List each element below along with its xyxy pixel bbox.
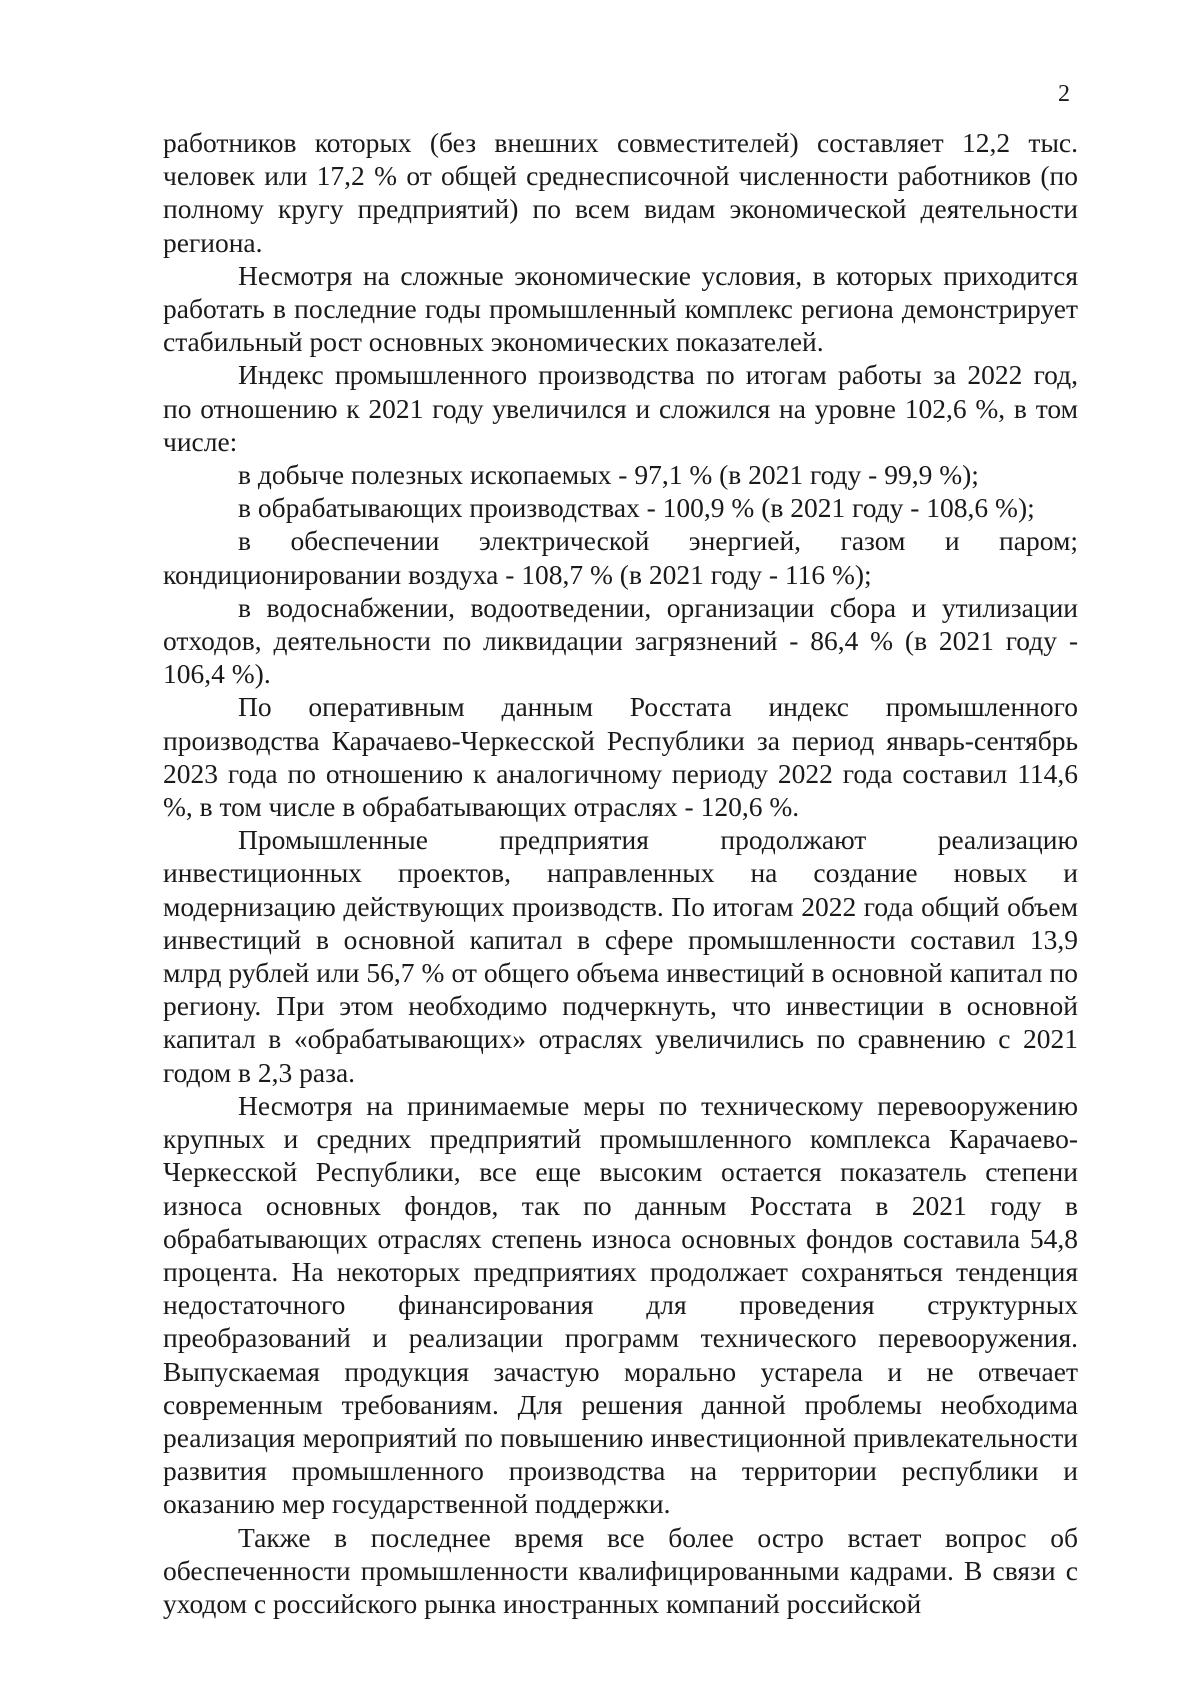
- list-item-manufacturing: в обрабатывающих производствах - 100,9 % (в 2021 году - 108,6 %);: [238, 492, 1035, 524]
- document-body: [163, 126, 1078, 1620]
- paragraph-workforce-share: работников которых (без внешних совместителей) составляет 12,2 тыс. человек или 17,2 % от общей среднесписочной численности работников (по полному кругу предприятий) по всем видам экономической деятельности региона.: [163, 127, 1078, 258]
- list-item-energy-supply: в обеспечении электрической энергией, газом и паром; кондиционировании воздуха - 108,7 % (в 2021 году - 116 %);: [163, 525, 1078, 590]
- paragraph-production-index-2022: Индекс промышленного производства по итогам работы за 2022 год, по отношению к 2021 году увеличился и сложился на уровне 102,6 %, в том числе:: [163, 359, 1078, 457]
- paragraph-economic-conditions: Несмотря на сложные экономические условия, в которых приходится работать в последние годы промышленный комплекс региона демонстрирует стабильный рост основных экономических показателей.: [163, 259, 1078, 358]
- list-item-mining: в добыче полезных ископаемых - 97,1 % (в 2021 году - 99,9 %);: [238, 459, 979, 491]
- paragraph-qualified-personnel: Также в последнее время все более остро встает вопрос об обеспеченности промышленности квалифицированными кадрами. В связи с уходом с российского рынка иностранных компаний российской: [163, 1521, 1078, 1619]
- paragraph-investment-projects: Промышленные предприятия продолжают реализацию инвестиционных проектов, направленных на создание новых и модернизацию действующих производств. По итогам 2022 года общий объем инвестиций в основной капитал в сфере промышленности составил 13,9 млрд рублей или 56,7 % от общего объема инвестиций в основной капитал по региону. При этом необходимо подчеркнуть, что инвестиции в основной капитал в «обрабатывающих» отраслях увеличились по сравнению с 2021 годом в 2,3 раза.: [163, 824, 1078, 1088]
- page-number: 2: [1058, 81, 1070, 107]
- list-item-water-supply: в водоснабжении, водоотведении, организации сбора и утилизации отходов, деятельности по ликвидации загрязнений - 86,4 % (в 2021 году - 106,4 %).: [163, 591, 1078, 690]
- paragraph-fixed-assets-wear: Несмотря на принимаемые меры по техническому перевооружению крупных и средних предприятий промышленного комплекса Карачаево-Черкесской Республики, все еще высоким остается показатель степени износа основных фондов, так по данным Росстата в 2021 году в обрабатывающих отраслях степень износа основных фондов составила 54,8 процента. На некоторых предприятиях продолжает сохраняться тенденция недостаточного финансирования для проведения структурных преобразований и реализации программ технического перевооружения. Выпускаемая продукция зачастую морально устарела и не отвечает современным требованиям. Для решения данной проблемы необходима реализация мероприятий по повышению инвестиционной привлекательности развития промышленного производства на территории республики и оказанию мер государственной поддержки.: [163, 1089, 1078, 1520]
- paragraph-rosstat-index-2023: По оперативным данным Росстата индекс промышленного производства Карачаево-Черкесской Республики за период январь-сентябрь 2023 года по отношению к аналогичному периоду 2022 года составил 114,6 %, в том числе в обрабатывающих отраслях - 120,6 %.: [163, 691, 1078, 823]
